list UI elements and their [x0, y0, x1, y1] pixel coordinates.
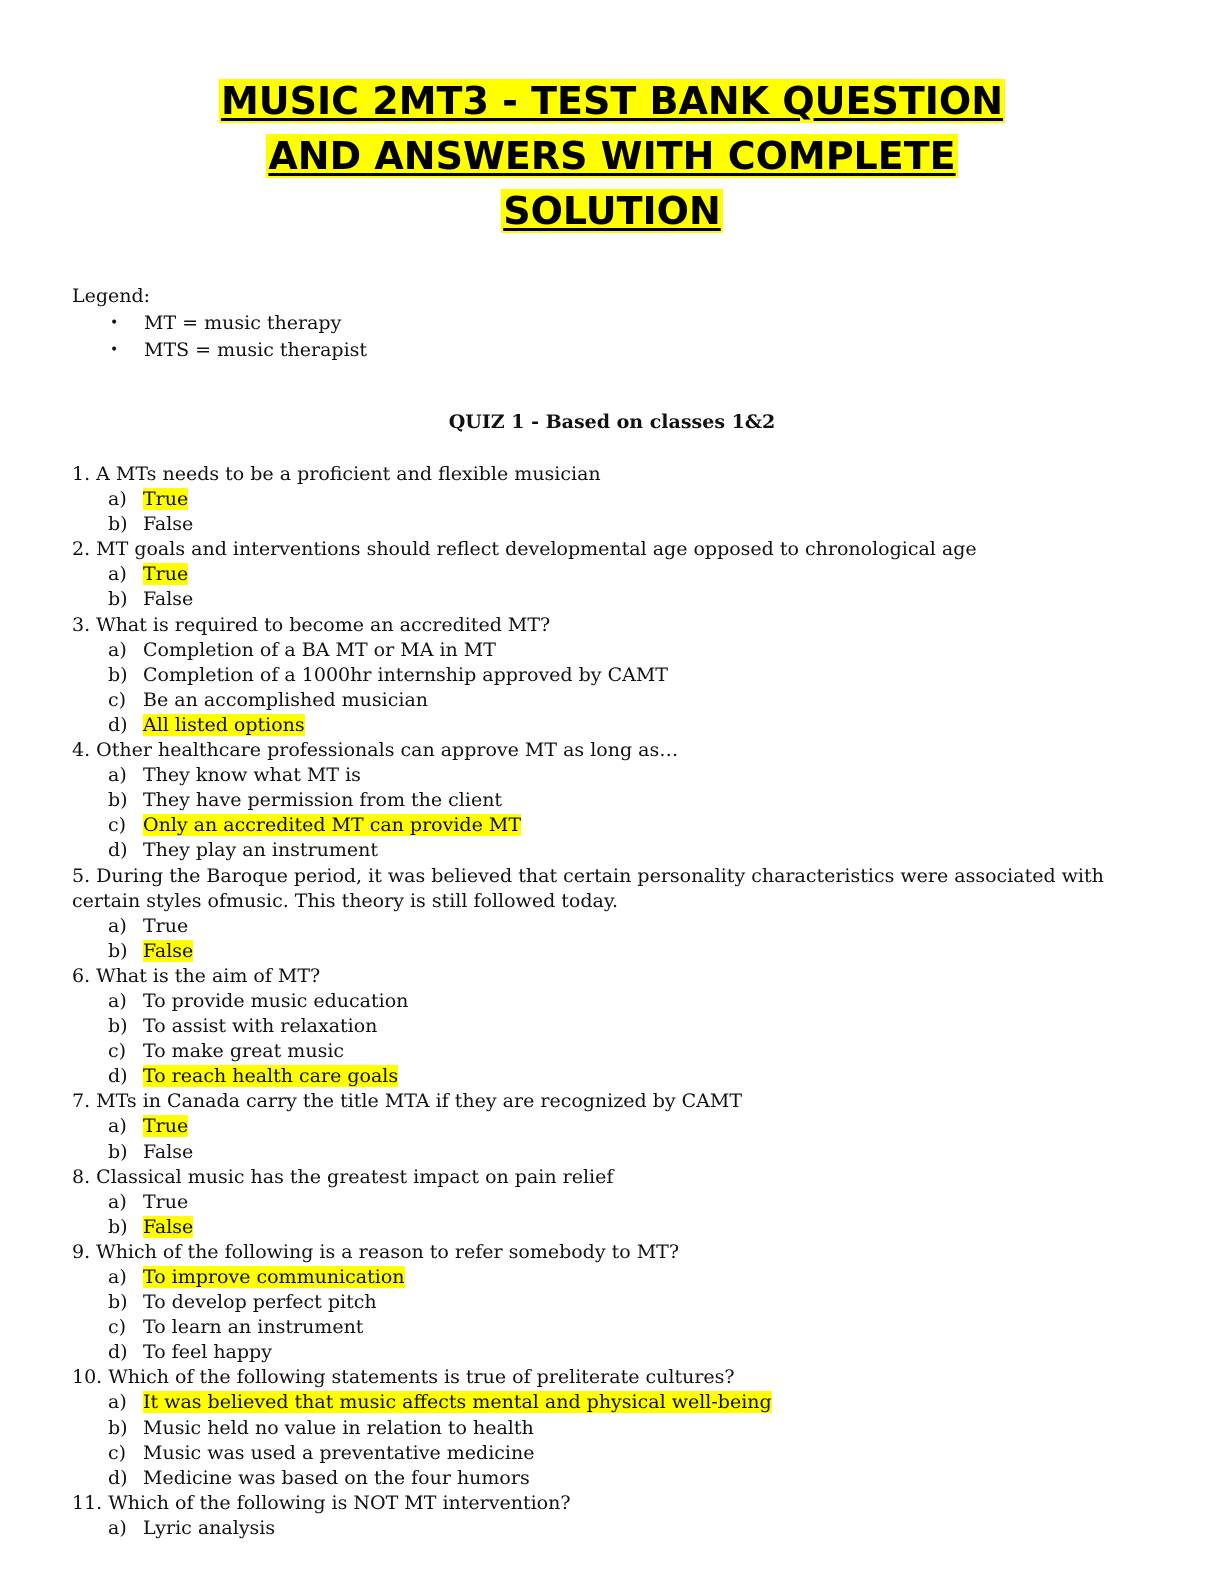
option-text: Completion of a 1000hr internship approved by CAMT [143, 663, 668, 686]
correct-answer-text: False [143, 1215, 194, 1238]
answer-option [72, 813, 1162, 838]
option-letter: b) [108, 1416, 128, 1439]
question-text: 8. Classical music has the greatest impact on pain relief [72, 1165, 614, 1188]
legend [72, 283, 367, 364]
legend-item: • MT = music therapy [72, 310, 367, 337]
question-text: 5. During the Baroque period, it was believed that certain personality characteristics were associated with certain styles ofmusic. This theory is still followed today. [72, 864, 1104, 912]
answer-option [72, 1014, 1162, 1039]
question-block [72, 864, 1162, 964]
option-letter: c) [108, 1316, 127, 1339]
correct-answer-text: Only an accredited MT can provide MT [143, 814, 522, 837]
option-letter: a) [108, 488, 127, 511]
answer-option [72, 939, 1162, 964]
title-line: AND ANSWERS WITH COMPLETE [268, 134, 956, 178]
question-text: 2. MT goals and interventions should reflect developmental age opposed to chronological age [72, 538, 977, 561]
answer-option [72, 1390, 1162, 1415]
option-text: Medicine was based on the four humors [143, 1466, 530, 1489]
option-text: Lyric analysis [143, 1516, 276, 1539]
answer-option [72, 1290, 1162, 1315]
answer-option [72, 587, 1162, 612]
correct-answer-text: It was believed that music affects mental and physical well-being [143, 1391, 772, 1414]
question-block [72, 738, 1162, 863]
bullet-icon: • [110, 342, 119, 358]
option-text: False [143, 588, 194, 611]
correct-answer-text: To reach health care goals [143, 1065, 399, 1088]
option-text: Completion of a BA MT or MA in MT [143, 638, 496, 661]
bullet-icon: • [110, 315, 119, 331]
option-letter: c) [108, 814, 127, 837]
answer-option [72, 1114, 1162, 1139]
answer-option [72, 763, 1162, 788]
question-text: 1. A MTs needs to be a proficient and flexible musician [72, 463, 601, 485]
option-text: They have permission from the client [143, 789, 503, 812]
answer-option [72, 1315, 1162, 1340]
option-letter: d) [108, 713, 128, 736]
legend-item: • MTS = music therapist [72, 337, 367, 364]
option-text: To provide music education [143, 989, 409, 1012]
answer-option [72, 1466, 1162, 1491]
correct-answer-text: To improve communication [143, 1266, 405, 1288]
correct-answer-text: True [143, 563, 189, 586]
option-text: To feel happy [143, 1341, 272, 1364]
option-letter: b) [108, 663, 128, 686]
answer-option [72, 562, 1162, 587]
question-block [72, 1240, 1162, 1365]
option-text: Music held no value in relation to health [143, 1416, 534, 1439]
option-text: True [143, 1190, 189, 1213]
option-text: They play an instrument [143, 839, 379, 862]
quiz-title: QUIZ 1 - Based on classes 1&2 [448, 411, 776, 433]
option-letter: b) [108, 1215, 128, 1238]
question-block [72, 1089, 1162, 1164]
option-text: To make great music [143, 1040, 345, 1063]
correct-answer-text: True [143, 488, 189, 511]
answer-option [72, 713, 1162, 738]
question-block [72, 1365, 1162, 1490]
option-letter: a) [108, 1266, 127, 1288]
option-letter: b) [108, 588, 128, 611]
option-letter: a) [108, 764, 127, 787]
answer-option [72, 1190, 1162, 1215]
correct-answer-text: True [143, 1115, 189, 1138]
question-block [72, 613, 1162, 738]
answer-option [72, 1265, 1162, 1290]
question-text: 6. What is the aim of MT? [72, 964, 321, 987]
answer-option [72, 1140, 1162, 1165]
option-letter: a) [108, 914, 127, 937]
option-letter: b) [108, 1291, 128, 1314]
answer-option [72, 1215, 1162, 1240]
option-letter: a) [108, 1190, 127, 1213]
option-letter: a) [108, 638, 127, 661]
correct-answer-text: False [143, 939, 194, 962]
title-line: MUSIC 2MT3 - TEST BANK QUESTION [220, 79, 1004, 123]
answer-option [72, 638, 1162, 663]
option-letter: b) [108, 1015, 128, 1038]
option-letter: b) [108, 939, 128, 962]
option-text: Be an accomplished musician [143, 688, 429, 711]
option-letter: c) [108, 1441, 127, 1464]
option-letter: c) [108, 688, 127, 711]
option-text: To develop perfect pitch [143, 1291, 377, 1314]
option-text: To learn an instrument [143, 1316, 364, 1339]
correct-answer-text: All listed options [143, 713, 305, 736]
answer-option [72, 1064, 1162, 1089]
question-block [72, 1165, 1162, 1240]
option-text: Music was used a preventative medicine [143, 1441, 535, 1464]
option-letter: b) [108, 1140, 128, 1163]
answer-option [72, 788, 1162, 813]
option-text: True [143, 914, 189, 937]
option-letter: a) [108, 1516, 127, 1539]
answer-option [72, 512, 1162, 537]
document-title [0, 74, 1224, 239]
question-block [72, 1491, 1162, 1541]
option-letter: c) [108, 1040, 127, 1063]
option-text: False [143, 1140, 194, 1163]
option-text: False [143, 513, 194, 536]
answer-option [72, 914, 1162, 939]
option-letter: d) [108, 1065, 128, 1088]
answer-option [72, 663, 1162, 688]
answer-option [72, 989, 1162, 1014]
question-block [72, 537, 1162, 612]
option-letter: b) [108, 513, 128, 536]
option-text: To assist with relaxation [143, 1015, 378, 1038]
question-block [72, 462, 1162, 537]
answer-option [72, 1441, 1162, 1466]
answer-option [72, 1516, 1162, 1541]
question-block [72, 964, 1162, 1089]
option-letter: a) [108, 1391, 127, 1414]
question-text: 7. MTs in Canada carry the title MTA if they are recognized by CAMT [72, 1090, 743, 1113]
option-letter: b) [108, 789, 128, 812]
title-line: SOLUTION [503, 189, 721, 233]
question-text: 4. Other healthcare professionals can approve MT as long as… [72, 739, 679, 762]
option-letter: a) [108, 989, 127, 1012]
option-letter: a) [108, 1115, 127, 1138]
answer-option [72, 487, 1162, 512]
question-text: 10. Which of the following statements is true of preliterate cultures? [72, 1366, 735, 1389]
answer-option [72, 1416, 1162, 1441]
answer-option [72, 688, 1162, 713]
question-text: 3. What is required to become an accredited MT? [72, 613, 551, 636]
option-text: They know what MT is [143, 764, 361, 787]
question-text: 9. Which of the following is a reason to refer somebody to MT? [72, 1240, 680, 1263]
option-letter: d) [108, 839, 128, 862]
answer-option [72, 1039, 1162, 1064]
legend-label: Legend: [72, 285, 151, 307]
answer-option [72, 1340, 1162, 1365]
question-text: 11. Which of the following is NOT MT intervention? [72, 1491, 571, 1514]
option-letter: d) [108, 1341, 128, 1364]
option-letter: a) [108, 563, 127, 586]
answer-option [72, 838, 1162, 863]
option-letter: d) [108, 1466, 128, 1489]
question-list [72, 462, 1162, 1541]
